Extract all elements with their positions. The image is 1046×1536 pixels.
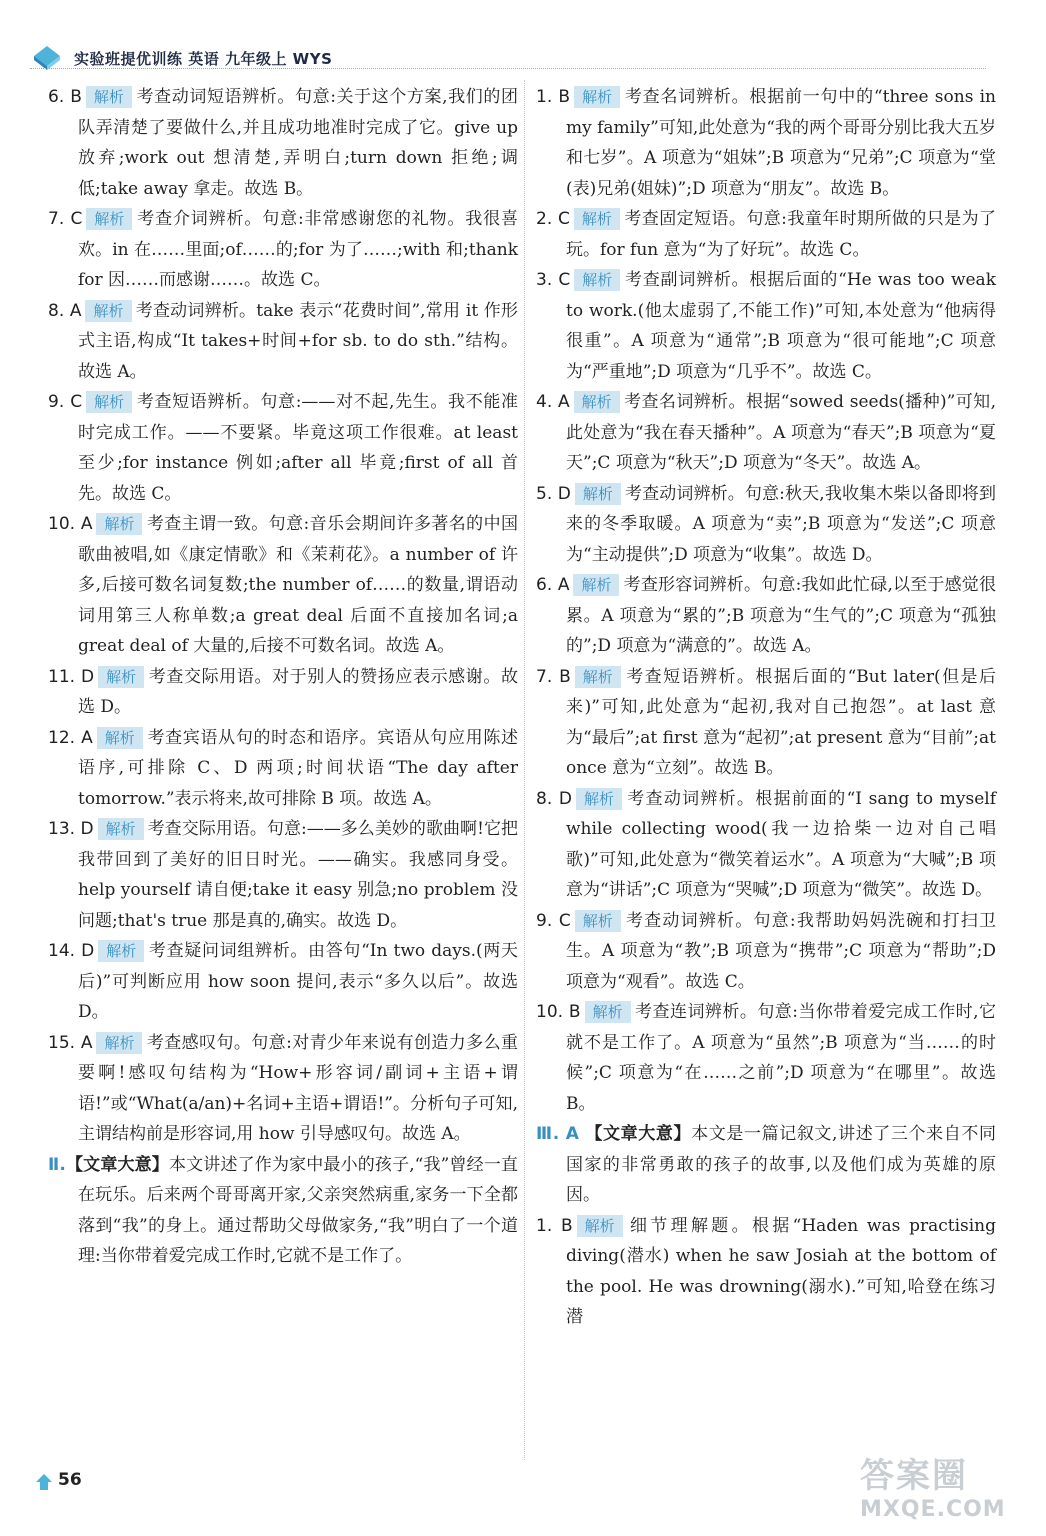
analysis-tag: 解析 [98, 940, 144, 962]
answer-text: 考查名词辨析。根据前一句中的“three sons in my family”可知,此处意为“我的两个哥哥分别比我大五岁和七岁”。A 项意为“姐妹”;B 项意为“兄弟”;C 项意为“堂(表)兄弟(姐妹)”;D 项意为“朋友”。故选 B。 [566, 87, 996, 199]
answer-number: 6. A [536, 575, 570, 595]
answer-text: 考查名词辨析。根据“sowed seeds(播种)”可知,此处意为“我在春天播种”。A 项意为“春天”;B 项意为“夏天”;C 项意为“秋天”;D 项意为“冬天”。故选 A。 [566, 392, 996, 473]
answer-text: 考查动词辨析。句意:我帮助妈妈洗碗和打扫卫生。A 项意为“教”;B 项意为“携带”;C 项意为“帮助”;D 项意为“观看”。故选 C。 [566, 910, 996, 992]
answer-text: 考查连词辨析。句意:当你带着爱完成工作时,它就不是工作了。A 项意为“虽然”;B 项意为“当……的时候”;C 项意为“在……之前”;D 项意为“在哪里”。故选 B。 [566, 1002, 996, 1114]
page-marker-icon [34, 1472, 54, 1492]
header-title: 实验班提优训练 英语 九年级上 WYS [74, 50, 333, 68]
section-summary [536, 1119, 996, 1211]
analysis-tag: 解析 [575, 910, 621, 932]
answer-text: 细节理解题。根据“Haden was practising diving(潜水) when he saw Josiah at the bottom of the pool. He was drowning(溺水).”可知,哈登在练习潜 [566, 1215, 996, 1327]
answer-text: 考查交际用语。句意:——多么美妙的歌曲啊!它把我带回到了美好的旧日时光。——确实。我感同身受。help yourself 请自便;take it easy 别急;no problem 没问题;that's true 那是真的,确实。故选 D。 [78, 819, 519, 931]
summary-heading: 【文章大意】 [585, 1124, 692, 1144]
answer-text: 考查固定短语。句意:我童年时期所做的只是为了玩。for fun 意为“为了好玩”。故选 C。 [566, 209, 996, 260]
analysis-tag: 解析 [574, 208, 620, 230]
watermark-line1: 答案圈 [860, 1456, 968, 1496]
analysis-tag: 解析 [575, 666, 621, 688]
answer-number: 7. B [536, 666, 571, 687]
answer-item [536, 82, 996, 204]
answer-text: 考查短语辨析。根据后面的“But later(但是后来)”可知,此处意为“起初,我对自己抱怨”。at last 意为“最后”;at first 意为“起初”;at present 意为“目前”;at once 意为“立刻”。故选 B。 [566, 666, 996, 778]
answer-number: 9. C [48, 392, 83, 412]
section-summary [48, 1150, 518, 1272]
analysis-tag: 解析 [574, 391, 620, 413]
answer-number: 8. D [536, 788, 572, 809]
analysis-tag: 解析 [577, 1215, 623, 1237]
answer-number: 12. A [48, 727, 93, 748]
answer-text: 考查形容词辨析。句意:我如此忙碌,以至于感觉很累。A 项意为“累的”;B 项意为“生气的”;C 项意为“孤独的”;D 项意为“满意的”。故选 A。 [566, 575, 996, 656]
analysis-tag: 解析 [96, 1032, 142, 1054]
answer-item [48, 723, 518, 815]
answer-item [536, 906, 996, 998]
answer-item [536, 662, 996, 784]
answer-number: 3. C [536, 270, 571, 290]
summary-text: 本文讲述了作为家中最小的孩子,“我”曾经一直在玩乐。后来两个哥哥离开家,父亲突然病重,家务一下全都落到“我”的身上。通过帮助父母做家务,“我”明白了一个道理:当你带着爱完成工作时,它就不是工作了。 [78, 1154, 519, 1266]
answer-number: 9. C [536, 910, 571, 931]
analysis-tag: 解析 [86, 391, 132, 413]
answer-item [536, 479, 996, 571]
answer-text: 考查介词辨析。句意:非常感谢您的礼物。我很喜欢。in 在……里面;of……的;for 为了……;with 和;thank for 因……而感谢……。故选 C。 [78, 209, 518, 290]
answer-number: 10. A [48, 514, 93, 534]
answer-item [536, 265, 996, 387]
section-label: Ⅱ. [48, 1154, 66, 1175]
summary-heading: 【文章大意】 [65, 1154, 169, 1175]
answer-item [536, 784, 996, 906]
analysis-tag: 解析 [98, 818, 144, 840]
analysis-tag: 解析 [575, 483, 621, 505]
page-number: 56 [58, 1470, 82, 1490]
analysis-tag: 解析 [85, 300, 131, 322]
answer-text: 考查疑问词组辨析。由答句“In two days.(两天后)”可判断应用 how soon 提问,表示“多久以后”。故选 D。 [78, 941, 518, 1022]
answer-item [48, 204, 518, 296]
answer-item [536, 387, 996, 479]
analysis-tag: 解析 [585, 1001, 631, 1023]
answer-item [48, 1028, 518, 1150]
analysis-tag: 解析 [96, 513, 142, 535]
answer-text: 考查交际用语。对于别人的赞扬应表示感谢。故选 D。 [78, 666, 519, 717]
analysis-tag: 解析 [86, 86, 132, 108]
answer-text: 考查感叹句。句意:对青少年来说有创造力多么重要啊!感叹句结构为“How+形容词/副词+主语+谓语!”或“What(a/an)+名词+主语+谓语!”。分析句子可知,主谓结构前是形容词,用 how 引导感叹句。故选 A。 [78, 1032, 518, 1144]
answer-item [536, 204, 996, 265]
answer-item [48, 509, 518, 662]
summary-text: 本文是一篇记叙文,讲述了三个来自不同国家的非常勇敢的孩子的故事,以及他们成为英雄的原因。 [566, 1124, 997, 1205]
answer-item [48, 82, 518, 204]
answer-number: 2. C [536, 209, 570, 229]
answer-text: 考查宾语从句的时态和语序。宾语从句应用陈述语序,可排除 C、D 两项;时间状语“The day after tomorrow.”表示将来,故可排除 B 项。故选 A。 [78, 727, 518, 809]
header-rule [30, 68, 986, 69]
analysis-tag: 解析 [576, 788, 622, 810]
answer-item [48, 814, 518, 936]
answer-number: 5. D [536, 483, 571, 504]
answer-item [48, 296, 518, 388]
section-label: Ⅲ. [536, 1124, 560, 1144]
answer-number: 15. A [48, 1032, 93, 1053]
answer-item [536, 1211, 996, 1333]
answer-item [536, 997, 996, 1119]
analysis-tag: 解析 [98, 666, 144, 688]
answer-number: 10. B [536, 1002, 581, 1022]
answer-item [48, 936, 518, 1028]
right-column [536, 82, 996, 1333]
answer-text: 考查动词辨析。根据前面的“I sang to myself while collecting wood(我一边拾柴一边对自己唱歌)”可知,此处意为“微笑着运水”。A 项意为“大喊”;B 项意为“讲话”;C 项意为“哭喊”;D 项意为“微笑”。故选 D。 [566, 788, 996, 900]
answer-text: 考查动词辨析。take 表示“花费时间”,常用 it 作形式主语,构成“It takes+时间+for sb. to do sth.”结构。故选 A。 [78, 300, 518, 382]
answer-text: 考查主谓一致。句意:音乐会期间许多著名的中国歌曲被唱,如《康定情歌》和《茉莉花》。a number of 许多,后接可数名词复数;the number of……的数量,谓语动词用第三人称单数;a great deal 后面不直接加名词;a great deal of 大量的,后接不可数名词。故选 A。 [78, 514, 518, 656]
left-column [48, 82, 518, 1272]
answer-number: 1. B [536, 87, 571, 107]
answer-item [48, 387, 518, 509]
answer-number: 11. D [48, 666, 95, 687]
analysis-tag: 解析 [86, 208, 132, 230]
watermark [860, 1448, 1030, 1528]
analysis-tag: 解析 [573, 574, 619, 596]
answer-number: 4. A [536, 392, 570, 412]
page-header [30, 40, 1016, 76]
column-divider [524, 80, 525, 1460]
answer-number: 8. A [48, 300, 82, 321]
answer-text: 考查短语辨析。句意:——对不起,先生。我不能准时完成工作。——不要紧。毕竟这项工作很难。at least 至少;for instance 例如;after all 毕竟;first of all 首先。故选 C。 [78, 392, 518, 504]
analysis-tag: 解析 [574, 86, 620, 108]
answer-number: 14. D [48, 941, 95, 961]
answer-number: 7. C [48, 209, 83, 229]
answer-text: 考查副词辨析。根据后面的“He was too weak to work.(他太虚弱了,不能工作)”可知,本处意为“他病得很重”。A 项意为“通常”;B 项意为“很可能地”;C 项意为“严重地”;D 项意为“几乎不”。故选 C。 [566, 270, 996, 382]
answer-number: 1. B [536, 1215, 573, 1236]
section-sublabel: A [559, 1124, 586, 1144]
answer-item [48, 662, 518, 723]
answer-text: 考查动词短语辨析。句意:关于这个方案,我们的团队弄清楚了要做什么,并且成功地准时完成了它。give up 放弃;work out 想清楚,弄明白;turn down 拒绝;调低;take away 拿走。故选 B。 [78, 87, 518, 199]
answer-text: 考查动词辨析。句意:秋天,我收集木柴以备即将到来的冬季取暖。A 项意为“卖”;B 项意为“发送”;C 项意为“主动提供”;D 项意为“收集”。故选 D。 [566, 483, 997, 565]
answer-item [536, 570, 996, 662]
analysis-tag: 解析 [574, 269, 620, 291]
watermark-line2: MXQE.COM [860, 1497, 1006, 1522]
analysis-tag: 解析 [97, 727, 143, 749]
answer-number: 6. B [48, 87, 82, 107]
answer-number: 13. D [48, 819, 94, 839]
